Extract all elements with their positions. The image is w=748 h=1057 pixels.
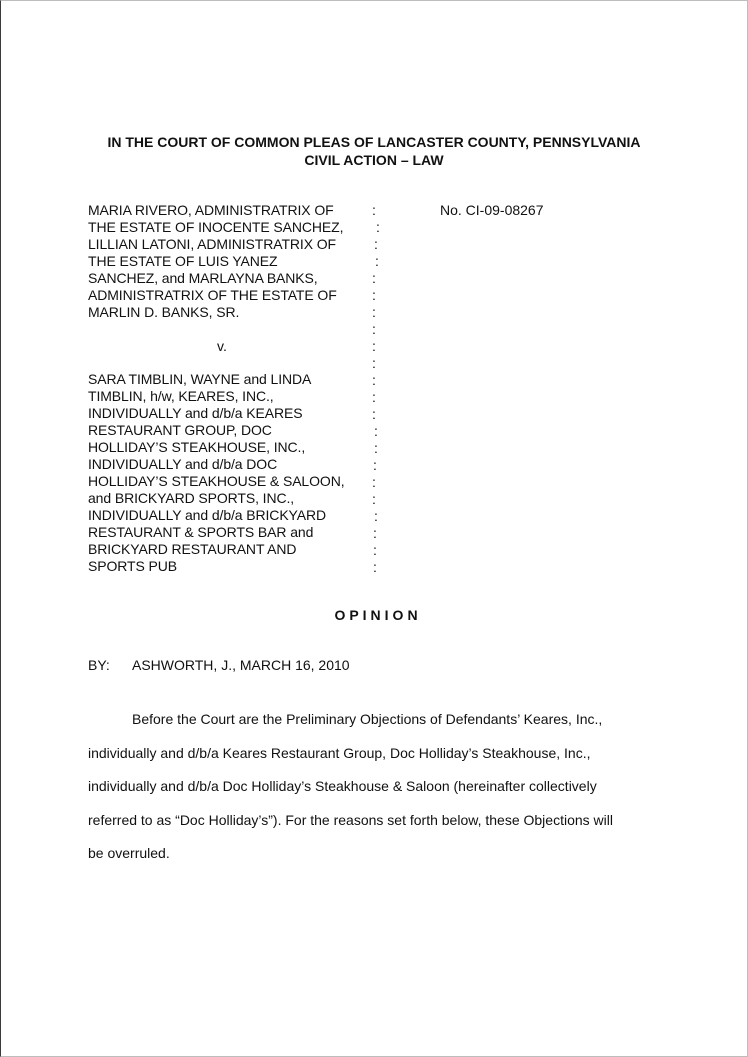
defendant-line: BRICKYARD RESTAURANT AND	[88, 541, 297, 557]
caption-divider-colon: :	[372, 304, 376, 320]
defendant-line: INDIVIDUALLY and d/b/a KEARES	[88, 405, 303, 421]
defendant-line: TIMBLIN, h/w, KEARES, INC.,	[88, 388, 274, 404]
caption-divider-colon: :	[372, 372, 376, 388]
caption-divider-colon: :	[374, 236, 378, 252]
by-judge-date: ASHWORTH, J., MARCH 16, 2010	[132, 657, 350, 673]
caption-divider-colon: :	[373, 559, 377, 575]
plaintiff-line: SANCHEZ, and MARLAYNA BANKS,	[88, 270, 318, 286]
action-type: CIVIL ACTION – LAW	[304, 152, 444, 168]
caption-divider-colon: :	[372, 287, 376, 303]
plaintiff-line: THE ESTATE OF INOCENTE SANCHEZ,	[88, 219, 344, 235]
defendant-line: RESTAURANT GROUP, DOC	[88, 422, 272, 438]
defendant-line: INDIVIDUALLY and d/b/a DOC	[88, 456, 278, 472]
caption-divider-colon: :	[372, 406, 376, 422]
defendant-line: INDIVIDUALLY and d/b/a BRICKYARD	[88, 507, 327, 523]
caption-divider-colon: :	[373, 457, 377, 473]
caption-divider-colon: :	[374, 508, 378, 524]
plaintiff-line: ADMINISTRATRIX OF THE ESTATE OF	[88, 287, 337, 303]
case-number: No. CI-09-08267	[440, 202, 544, 218]
plaintiff-line: MARIA RIVERO, ADMINISTRATRIX OF	[88, 202, 334, 218]
caption-divider-colon: :	[372, 202, 376, 218]
caption-divider-colon: :	[372, 474, 376, 490]
caption-divider-colon: :	[372, 355, 376, 371]
caption-divider-colon: :	[372, 321, 376, 337]
caption-divider-colon: :	[373, 525, 377, 541]
caption-divider-colon: :	[372, 491, 376, 507]
paragraph-line: individually and d/b/a Keares Restaurant Group, Doc Holliday’s Steakhouse, Inc.,	[88, 744, 591, 761]
caption-divider-colon: :	[374, 423, 378, 439]
court-name: IN THE COURT OF COMMON PLEAS OF LANCASTER COUNTY, PENNSYLVANIA	[107, 134, 641, 150]
paragraph-line: Before the Court are the Preliminary Objections of Defendants’ Keares, Inc.,	[132, 711, 603, 727]
caption-divider-colon: :	[372, 389, 376, 405]
defendant-line: SPORTS PUB	[88, 558, 177, 574]
paragraph-line: individually and d/b/a Doc Holliday’s Steakhouse & Saloon (hereinafter collectively	[88, 778, 597, 794]
caption-divider-colon: :	[374, 440, 378, 456]
caption-divider-colon: :	[376, 219, 380, 235]
by-label: BY:	[88, 657, 110, 673]
defendant-line: RESTAURANT & SPORTS BAR and	[88, 524, 314, 540]
plaintiff-line: MARLIN D. BANKS, SR.	[88, 304, 240, 320]
caption-divider-colon: :	[375, 253, 379, 269]
paragraph-line: referred to as “Doc Holliday’s”). For the reasons set forth below, these Objections will	[88, 811, 613, 828]
defendant-line: HOLLIDAY’S STEAKHOUSE & SALOON,	[88, 473, 345, 489]
paragraph-line: be overruled.	[88, 845, 170, 861]
by-line	[88, 656, 350, 674]
caption-divider-colon: :	[372, 270, 376, 286]
versus-label: v.	[217, 338, 227, 354]
caption-divider-colon: :	[372, 338, 376, 354]
caption-divider-colon: :	[373, 542, 377, 558]
court-header	[0, 133, 748, 169]
plaintiff-line: LILLIAN LATONI, ADMINISTRATRIX OF	[88, 236, 336, 252]
defendant-line: HOLLIDAY’S STEAKHOUSE, INC.,	[88, 439, 306, 455]
defendant-line: and BRICKYARD SPORTS, INC.,	[88, 490, 295, 506]
plaintiff-line: THE ESTATE OF LUIS YANEZ	[88, 253, 278, 269]
defendant-line: SARA TIMBLIN, WAYNE and LINDA	[88, 371, 312, 387]
opinion-heading: OPINION	[334, 607, 422, 623]
